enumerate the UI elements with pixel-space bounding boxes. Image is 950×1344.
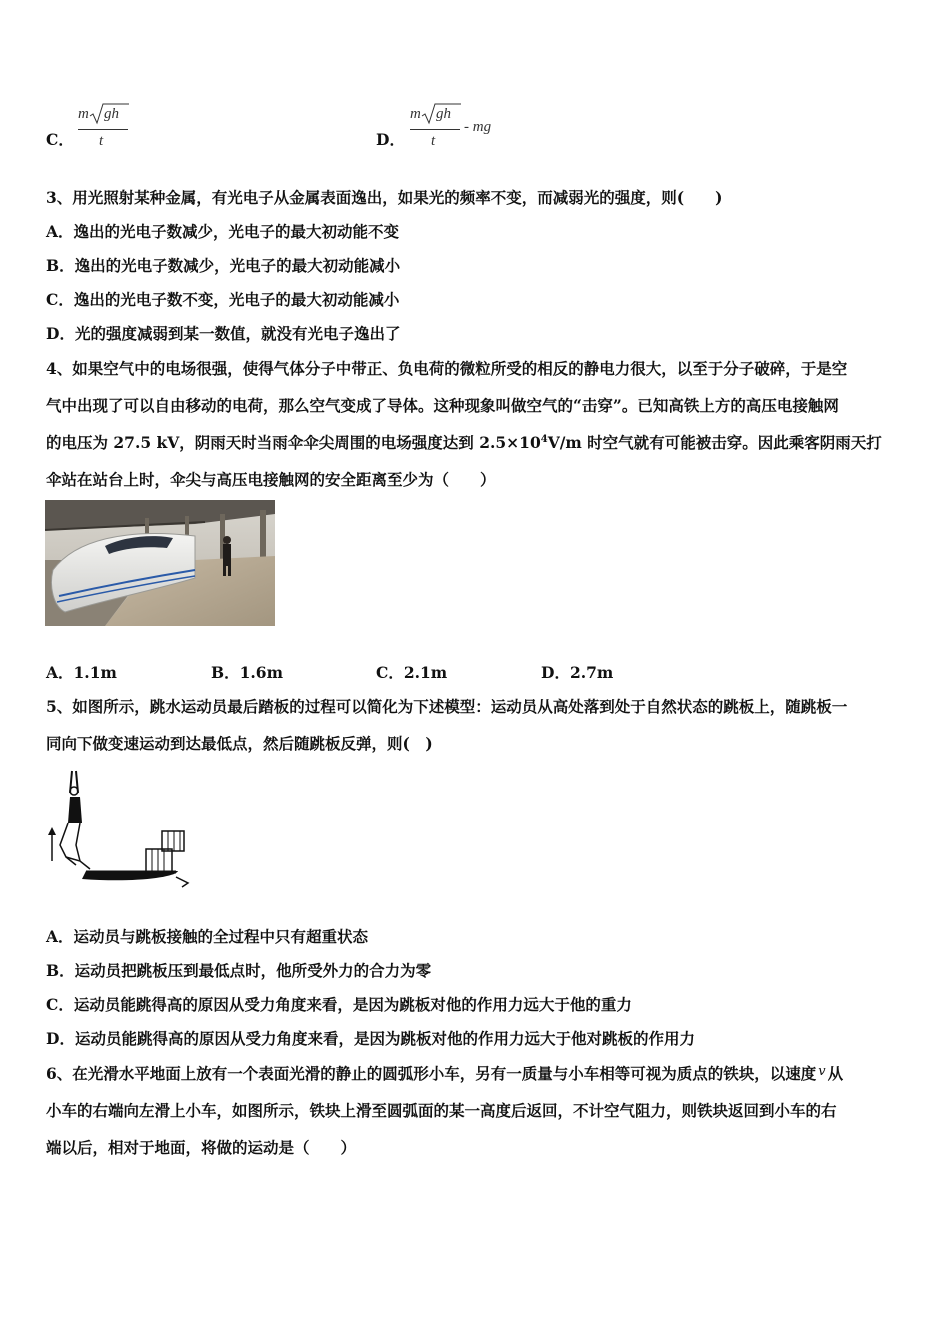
formula-t: t: [99, 133, 104, 149]
q3-stem: 3、用光照射某种金属，有光电子从金属表面逸出，如果光的频率不变，而减弱光的强度，则( ): [46, 188, 723, 207]
q4-choice-b: B．1.6m: [211, 663, 283, 682]
train-photo: [45, 500, 275, 626]
q5-option-c: C．运动员能跳得高的原因从受力角度来看，是因为跳板对他的作用力远大于他的重力: [46, 995, 632, 1014]
diver-figure: [46, 765, 196, 900]
q5-line-2: 同向下做变速运动到达最低点，然后随跳板反弹，则( ): [46, 734, 433, 753]
q5-option-a: A．运动员与跳板接触的全过程中只有超重状态: [46, 927, 369, 946]
q6-line-1: [46, 1062, 843, 1084]
q3-option-c: C．逸出的光电子数不变，光电子的最大初动能减小: [46, 290, 400, 309]
fraction-bar: [78, 129, 128, 130]
q6-velocity-symbol: v: [818, 1064, 826, 1079]
q5-option-b: B．运动员把跳板压到最低点时，他所受外力的合力为零: [46, 961, 432, 980]
q6-line-1-a: 6、在光滑水平地面上放有一个表面光滑的静止的圆弧形小车，另有一质量与小车相等可视为质点的铁块，以速度: [46, 1064, 817, 1083]
q4-line-3-a: 的电压为 27.5 kV，阴雨天时当雨伞伞尖周围的电场强度达到 2.5×10: [46, 433, 541, 452]
q3-option-a: A．逸出的光电子数减少，光电子的最大初动能不变: [46, 222, 400, 241]
q4-choice-a: A．1.1m: [46, 663, 117, 682]
q2-option-c-formula: [76, 100, 136, 156]
formula-m: m: [410, 106, 421, 122]
q5-option-d: D．运动员能跳得高的原因从受力角度来看，是因为跳板对他的作用力远大于他对跳板的作用力: [46, 1029, 695, 1048]
q5-line-1: 5、如图所示，跳水运动员最后踏板的过程可以简化为下述模型：运动员从高处落到处于自然状态的跳板上，随跳板一: [46, 697, 848, 716]
q4-choice-c: C．2.1m: [376, 663, 448, 682]
q2-option-c-label: C．: [46, 130, 74, 149]
formula-gh: gh: [104, 106, 119, 122]
formula-m: m: [78, 106, 89, 122]
q3-option-d: D．光的强度减弱到某一数值，就没有光电子逸出了: [46, 324, 401, 343]
q2-option-d-label: D．: [376, 130, 405, 149]
q4-choice-d: D．2.7m: [541, 663, 614, 682]
q2-option-d-formula: [408, 100, 518, 156]
q4-line-1: 4、如果空气中的电场很强，使得气体分子中带正、负电荷的微粒所受的相反的静电力很大，以至于分子破碎，于是空: [46, 359, 848, 378]
q3-option-b: B．逸出的光电子数减少，光电子的最大初动能减小: [46, 256, 401, 275]
q6-line-1-b: 从: [827, 1064, 844, 1083]
q4-exponent: 4: [540, 433, 548, 445]
q4-line-3: [46, 431, 882, 453]
q6-line-2: 小车的右端向左滑上小车，如图所示，铁块上滑至圆弧面的某一高度后返回，不计空气阻力，则铁块返回到小车的右: [46, 1101, 837, 1120]
q4-line-3-b: V/m 时空气就有可能被击穿。因此乘客阴雨天打: [547, 433, 882, 452]
q4-line-2: 气中出现了可以自由移动的电荷，那么空气变成了导体。这种现象叫做空气的“击穿”。已知高铁上方的高压电接触网: [46, 396, 839, 415]
q6-line-3: 端以后，相对于地面，将做的运动是（ ）: [46, 1138, 357, 1157]
fraction-bar: [410, 129, 460, 130]
formula-minus-mg: - mg: [464, 119, 492, 135]
formula-gh: gh: [436, 106, 451, 122]
formula-t: t: [431, 133, 436, 149]
q4-line-4: 伞站在站台上时，伞尖与高压电接触网的安全距离至少为（ ）: [46, 470, 496, 489]
